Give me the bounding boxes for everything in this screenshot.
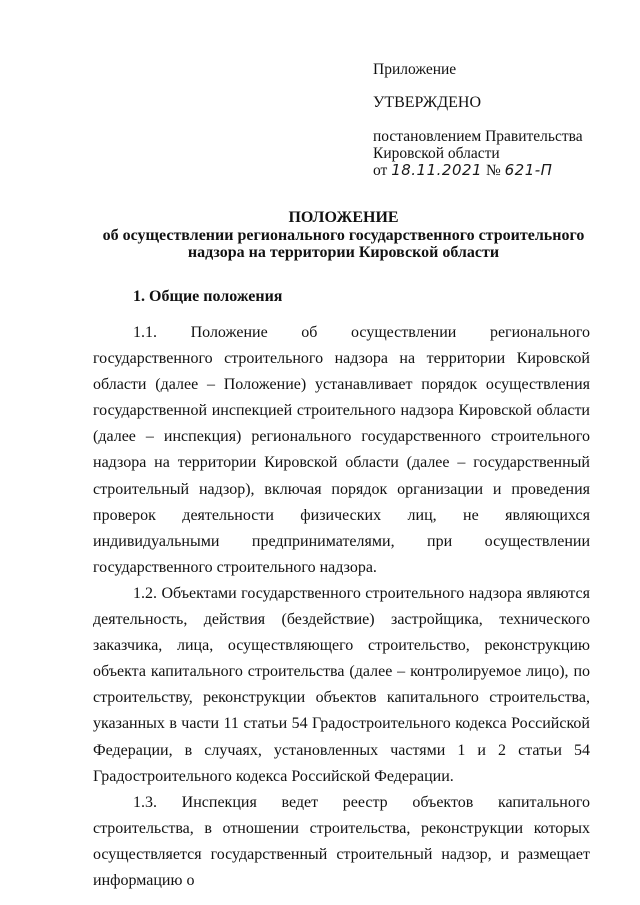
decree-line-1: постановлением Правительства	[373, 128, 583, 145]
paragraph-1-3: 1.3. Инспекция ведет реестр объектов капитального строительства, в отношении строительства, реконструкции которых осуществляется государственный строительный надзор, и размещает информацию о	[93, 793, 590, 889]
date-prefix: от	[373, 162, 388, 179]
title-line-2: надзора на территории Кировской области	[187, 244, 500, 261]
appendix-block	[373, 61, 613, 179]
paragraph-1-2: 1.2. Объектами государственного строительного надзора являются деятельность, действия (бездействие) застройщика, технического заказчика, лица, осуществляющего строительство, реконструкцию объекта капитального строительства (далее – контролируемое лицо), по строительству, реконструкции объектов капитального строительства, указанных в части 11 статьи 54 Градостроительного кодекса Российской Федерации, в случаях, установленных частями 1 и 2 статьи 54 Градостроительного кодекса Российской Федерации.	[93, 584, 590, 785]
handwritten-number: 621-П	[504, 161, 553, 179]
section-heading: 1. Общие положения	[133, 288, 283, 305]
decree-date-line	[373, 162, 613, 179]
appendix-label: Приложение	[373, 61, 457, 78]
decree-line-2: Кировской области	[373, 145, 500, 162]
title-line-1: об осуществлении регионального государственного строительного	[102, 226, 585, 244]
title-heading: ПОЛОЖЕНИЕ	[288, 209, 399, 226]
paragraph-1-1: 1.1. Положение об осуществлении регионального государственного строительного надзора на территории Кировской области (далее – Положение) устанавливает порядок осуществления государственной инспекцией строительного надзора Кировской области (далее – инспекция) регионального государственного строительного надзора на территории Кировской области (далее – государственный строительный надзор), включая порядок организации и проведения проверок деятельности физических лиц, не являющихся индивидуальными предпринимателями, при осуществлении государственного строительного надзора.	[93, 324, 590, 576]
document-title	[80, 209, 607, 262]
number-prefix: №	[485, 162, 501, 179]
document-body	[93, 320, 590, 894]
approved-stamp-text: УТВЕРЖДЕНО	[373, 94, 482, 111]
handwritten-date: 18.11.2021	[391, 161, 483, 179]
